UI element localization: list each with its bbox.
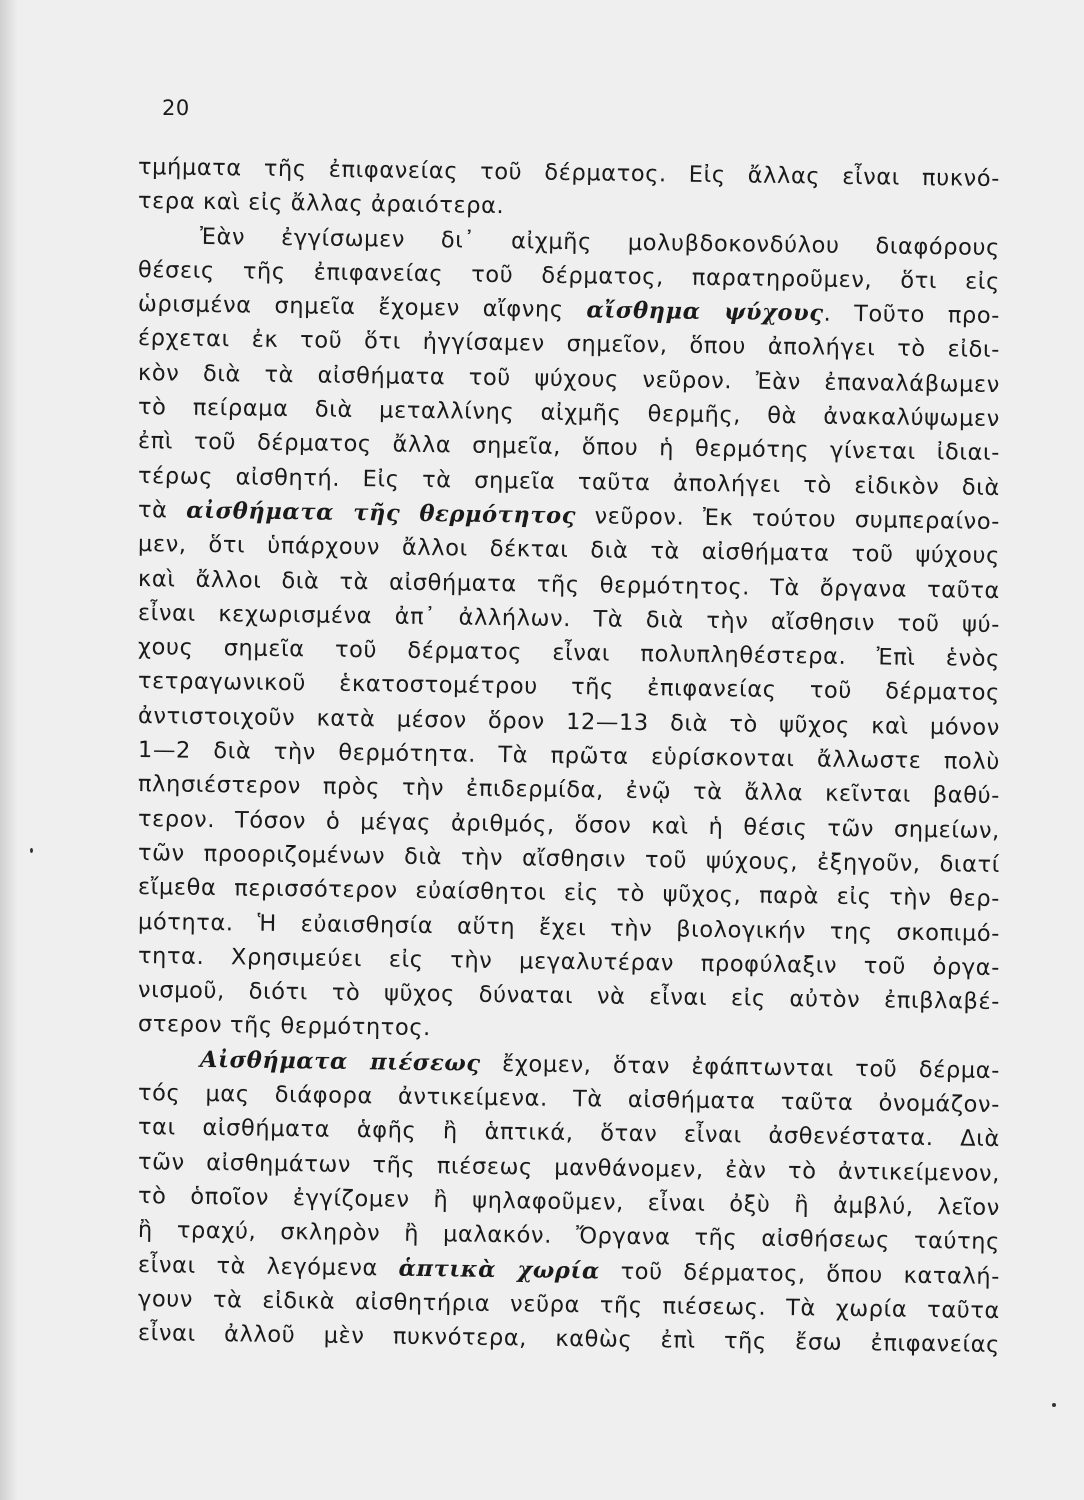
text-line: τμήματα τῆς ἐπιφανείας τοῦ δέρματος. Εἰς ἄλλας εἶναι πυκνό- bbox=[137, 154, 1001, 193]
emphasized-term: ἁπτικὰ χωρία bbox=[398, 1255, 601, 1284]
text-line: τετραγωνικοῦ ἑκατοστομέτρου τῆς ἐπιφανείας τοῦ δέρματος bbox=[137, 668, 1001, 707]
emphasized-term: Αἰσθήματα πιέσεως bbox=[199, 1046, 481, 1077]
text-line: τερα καὶ εἰς ἄλλας ἀραιότερα. bbox=[137, 188, 505, 220]
text-line: ἐπὶ τοῦ δέρματος ἄλλα σημεῖα, ὅπου ἡ θερμότης γίνεται ἰδιαι- bbox=[137, 428, 1001, 467]
text-line: τερον. Τόσον ὁ μέγας ἀριθμός, ὅσον καὶ ἡ θέσις τῶν σημείων, bbox=[137, 805, 1001, 844]
text-line: χους σημεῖα τοῦ δέρματος εἶναι πολυπληθέστερα. Ἐπὶ ἑνὸς bbox=[137, 634, 1001, 673]
emphasized-term: αἰσθήματα τῆς θερμότητος bbox=[186, 497, 577, 530]
page-number: 20 bbox=[162, 96, 190, 120]
text-line: τῶν αἰσθημάτων τῆς πιέσεως μανθάνομεν, ἐὰν τὸ ἀντικείμενον, bbox=[137, 1148, 1001, 1187]
page-edge-shadow bbox=[0, 0, 18, 1500]
text-line: τέρως αἰσθητή. Εἰς τὰ σημεῖα ταῦτα ἀπολήγει τὸ εἰδικὸν διὰ bbox=[137, 462, 1001, 501]
text-line: στερον τῆς θερμότητος. bbox=[137, 1011, 432, 1042]
text-line: εἶναι κεχωρισμένα ἀπ᾽ ἀλλήλων. Τὰ διὰ τὴν αἴσθησιν τοῦ ψύ- bbox=[137, 599, 1001, 638]
text-line: Αἰσθήματα πιέσεως ἔχομεν, ὅταν ἐφάπτωνται τοῦ δέρμα- bbox=[199, 1046, 1001, 1084]
text-line: νισμοῦ, διότι τὸ ψῦχος δύναται νὰ εἶναι εἰς αὐτὸν ἐπιβλαβέ- bbox=[137, 977, 1001, 1016]
text-line: μεν, ὅτι ὑπάρχουν ἄλλοι δέκται διὰ τὰ αἰσθήματα τοῦ ψύχους bbox=[137, 531, 1001, 570]
text-line: εἴμεθα περισσότερον εὐαίσθητοι εἰς τὸ ψῦχος, παρὰ εἰς τὴν θερ- bbox=[137, 874, 1001, 913]
text-line: Ἐὰν ἐγγίσωμεν δι᾽ αἰχμῆς μολυβδοκονδύλου διαφόρους bbox=[199, 223, 1001, 261]
text-line: 1—2 διὰ τὴν θερμότητα. Τὰ πρῶτα εὑρίσκονται ἄλλωστε πολὺ bbox=[137, 737, 1001, 776]
text-line: ται αἰσθήματα ἁφῆς ἢ ἁπτικά, ὅταν εἶναι ἀσθενέστατα. Διὰ bbox=[137, 1114, 1001, 1153]
text-line: τός μας διάφορα ἀντικείμενα. Τὰ αἰσθήματα ταῦτα ὀνομάζον- bbox=[137, 1080, 1001, 1119]
text-line: ὡρισμένα σημεῖα ἔχομεν αἴφνης αἴσθημα ψύχους. Τοῦτο προ- bbox=[137, 291, 1001, 330]
text-line: τῶν προοριζομένων διὰ τὴν αἴσθησιν τοῦ ψύχους, ἐξηγοῦν, διατί bbox=[137, 839, 1001, 878]
text-line: έρχεται ἐκ τοῦ ὅτι ἠγγίσαμεν σημεῖον, ὅπου ἀπολήγει τὸ εἰδι- bbox=[137, 325, 1001, 364]
text-line: ἢ τραχύ, σκληρὸν ἢ μαλακόν. Ὄργανα τῆς αἰσθήσεως ταύτης bbox=[137, 1217, 1001, 1256]
text-line: εἶναι τὰ λεγόμενα ἁπτικὰ χωρία τοῦ δέρματος, ὅπου καταλή- bbox=[137, 1251, 1001, 1290]
text-line: εἶναι ἀλλοῦ μὲν πυκνότερα, καθὼς ἐπὶ τῆς ἔσω ἐπιφανείας bbox=[137, 1320, 1001, 1359]
text-line: κὸν διὰ τὰ αἰσθήματα τοῦ ψύχους νεῦρον. Ἐὰν ἐπαναλάβωμεν bbox=[137, 359, 1001, 398]
emphasized-term: αἴσθημα ψύχους bbox=[586, 297, 824, 327]
text-line: γουν τὰ εἰδικὰ αἰσθητήρια νεῦρα τῆς πιέσεως. Τὰ χωρία ταῦτα bbox=[137, 1285, 1001, 1324]
scan-speck bbox=[30, 848, 33, 853]
scan-speck bbox=[1052, 1403, 1056, 1407]
text-line: τὸ πείραμα διὰ μεταλλίνης αἰχμῆς θερμῆς, θὰ ἀνακαλύψωμεν bbox=[137, 394, 1001, 433]
text-line: θέσεις τῆς ἐπιφανείας τοῦ δέρματος, παρατηροῦμεν, ὅτι εἰς bbox=[137, 256, 1001, 295]
text-line: τὰ αἰσθήματα τῆς θερμότητος νεῦρον. Ἐκ τούτου συμπεραίνο- bbox=[137, 496, 1001, 536]
text-line: πλησιέστερον πρὸς τὴν ἐπιδερμίδα, ἐνῷ τὰ ἄλλα κεῖνται βαθύ- bbox=[137, 771, 1001, 810]
body-text bbox=[137, 150, 1001, 1359]
text-line: τὸ ὁποῖον ἐγγίζομεν ἢ ψηλαφοῦμεν, εἶναι ὀξὺ ἢ ἀμβλύ, λεῖον bbox=[137, 1182, 1001, 1221]
text-line: καὶ ἄλλοι διὰ τὰ αἰσθήματα τῆς θερμότητος. Τὰ ὄργανα ταῦτα bbox=[137, 565, 1001, 604]
text-line: τητα. Χρησιμεύει εἰς τὴν μεγαλυτέραν προφύλαξιν τοῦ ὀργα- bbox=[137, 942, 1001, 981]
text-line: μότητα. Ἡ εὐαισθησία αὕτη ἔχει τὴν βιολογικήν της σκοπιμό- bbox=[137, 908, 1001, 947]
text-line: ἀντιστοιχοῦν κατὰ μέσον ὅρον 12—13 διὰ τὸ ψῦχος καὶ μόνον bbox=[137, 702, 1001, 741]
